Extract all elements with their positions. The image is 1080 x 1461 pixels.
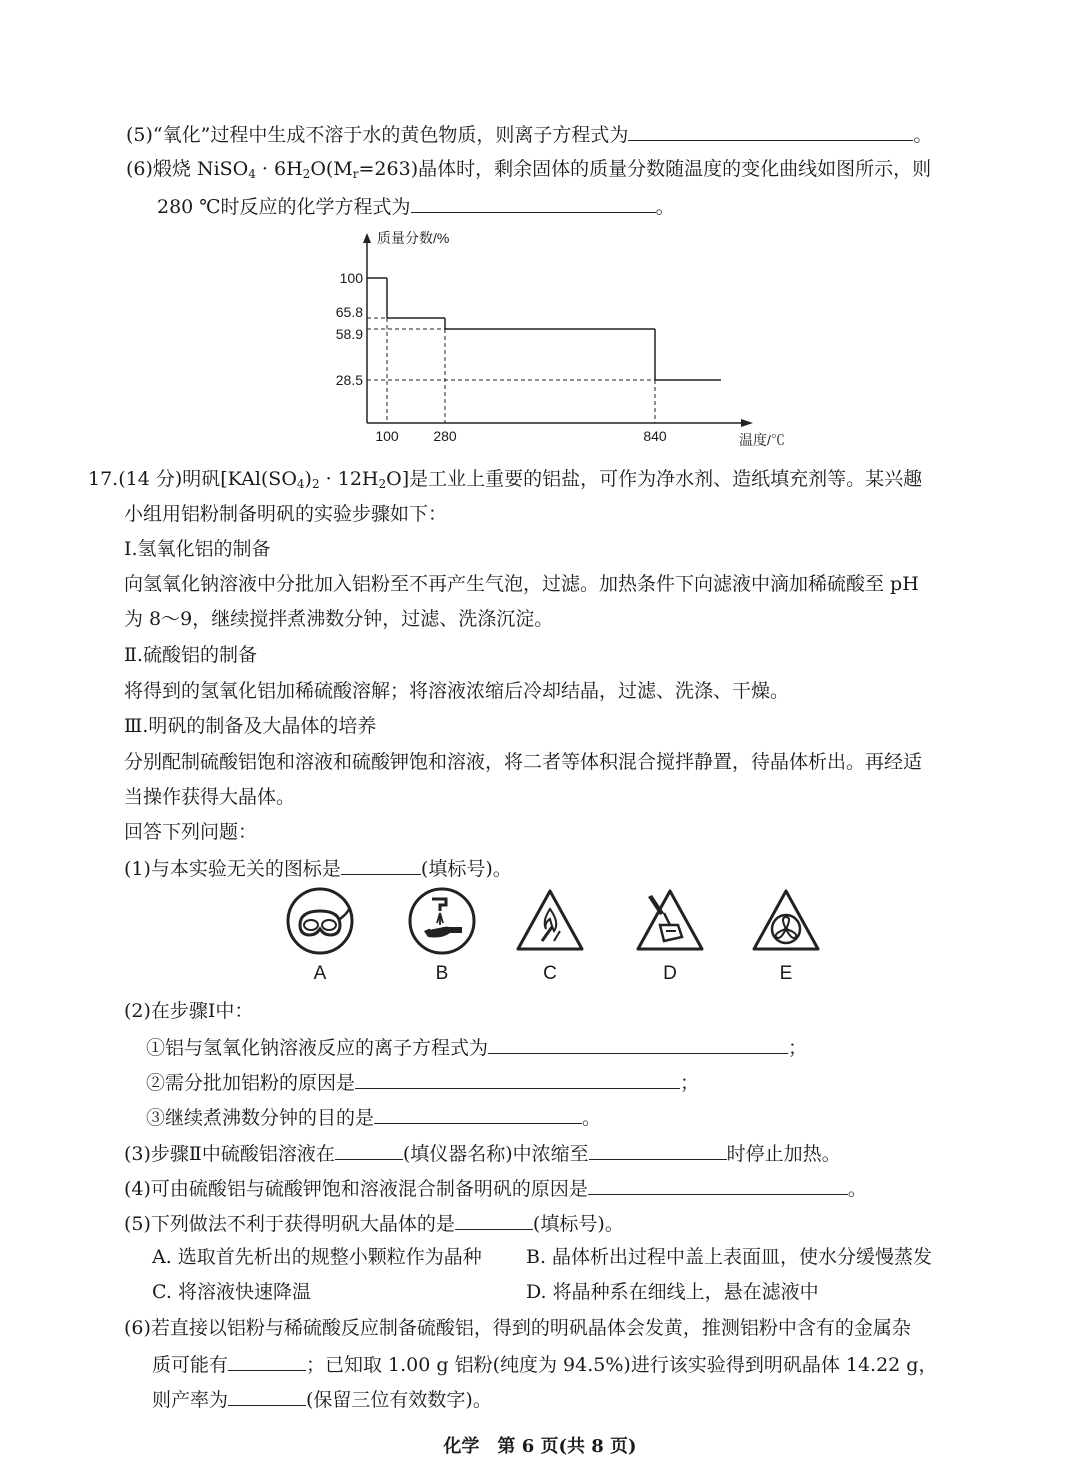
y-tick-label: 58.9 — [335, 326, 363, 342]
y-axis-label: 质量分数/% — [377, 230, 450, 246]
step3-text-2: 当操作获得大晶体。 — [124, 786, 296, 808]
q17-part5: (5)下列做法不利于获得明矾大晶体的是 (填标号)。 — [124, 1209, 624, 1237]
q17-part6-line2: 质可能有 ；已知取 1.00 g 铝粉(纯度为 94.5%)进行该实验得到明矾晶体 14.22 g， — [152, 1350, 937, 1378]
x-axis-arrow — [741, 419, 753, 427]
y-tick-label: 100 — [339, 270, 363, 286]
q17-part4: (4)可由硫酸铝与硫酸钾饱和溶液混合制备明矾的原因是 。 — [124, 1174, 867, 1202]
icon-option-a: A — [284, 885, 356, 985]
q17-intro-line2: 小组用铝粉制备明矾的实验步骤如下： — [124, 503, 448, 525]
safety-icons — [280, 885, 820, 985]
step1-text-2: 为 8～9，继续搅拌煮沸数分钟，过滤、洗涤沉淀。 — [124, 608, 554, 630]
answer-blank[interactable] — [228, 1350, 306, 1371]
y-axis-arrow — [363, 233, 371, 243]
answer-blank[interactable] — [488, 1033, 788, 1054]
answer-blank[interactable] — [588, 1174, 848, 1195]
answer-blank[interactable] — [374, 1103, 582, 1124]
answer-blank[interactable] — [455, 1209, 533, 1230]
step2-title: Ⅱ.硫酸铝的制备 — [124, 644, 257, 666]
step3-text-1: 分别配制硫酸铝饱和溶液和硫酸钾饱和溶液，将二者等体积混合搅拌静置，待晶体析出。再经适 — [124, 751, 923, 773]
q17-part3: (3)步骤Ⅱ中硫酸铝溶液在 (填仪器名称)中浓缩至 时停止加热。 — [124, 1139, 841, 1167]
icon-option-c: C — [514, 885, 586, 985]
answer-blank[interactable] — [228, 1385, 306, 1406]
answer-blank[interactable] — [355, 1068, 680, 1089]
y-tick-label: 28.5 — [335, 372, 363, 388]
q17-part2-2: ②需分批加铝粉的原因是 ； — [146, 1068, 699, 1096]
q16-part6-line2: 280 ℃时反应的化学方程式为 。 — [157, 192, 675, 220]
answer-blank[interactable] — [411, 192, 656, 213]
answer-blank[interactable] — [341, 854, 421, 875]
x-tick-label: 280 — [433, 428, 457, 444]
q16-part5: (5)“氧化”过程中生成不溶于水的黄色物质，则离子方程式为 。 — [126, 120, 932, 148]
icon-option-b: B — [406, 885, 478, 985]
flame-icon — [514, 885, 586, 957]
option-b: B. 晶体析出过程中盖上表面皿，使水分缓慢蒸发 — [526, 1246, 933, 1268]
option-c: C. 将溶液快速降温 — [152, 1281, 311, 1303]
option-d: D. 将晶种系在细线上，悬在滤液中 — [526, 1281, 819, 1303]
option-a: A. 选取首先析出的规整小颗粒作为晶种 — [152, 1246, 482, 1268]
q16-part6-line1: (6)煅烧 NiSO$_4$ · $6H_2O(M_r=263)$晶体时，剩余固体的质量分数随温度的变化曲线如图所示，则 — [126, 158, 932, 181]
goggles-icon — [284, 885, 356, 957]
page-footer: 化学 第 6 页(共 8 页) — [443, 1436, 637, 1457]
q17-part6-line3: 则产率为 (保留三位有效数字)。 — [152, 1385, 492, 1413]
mass-fraction-chart — [325, 225, 785, 455]
x-tick-label: 840 — [643, 428, 667, 444]
step3-title: Ⅲ.明矾的制备及大晶体的培养 — [124, 715, 377, 737]
step1-text-1: 向氢氧化钠溶液中分批加入铝粉至不再产生气泡，过滤。加热条件下向滤液中滴加稀硫酸至 pH — [124, 573, 919, 595]
x-tick-label: 100 — [375, 428, 399, 444]
y-tick-label: 65.8 — [335, 304, 363, 320]
icon-option-d: D — [634, 885, 706, 985]
q17-part2-1: ①铝与氢氧化钠溶液反应的离子方程式为 ； — [146, 1033, 807, 1061]
answer-prompt: 回答下列问题： — [124, 821, 258, 843]
q17-part1: (1)与本实验无关的图标是 (填标号)。 — [124, 854, 512, 882]
q17-intro-line1: 17.(14 分)明矾$[KAl(SO_4)_2 \cdot 12H_2O]$是工业上重要的铝盐，可作为净水剂、造纸填充剂等。某兴趣 — [88, 468, 923, 491]
x-axis-label: 温度/℃ — [739, 432, 785, 448]
q17-part2-3: ③继续煮沸数分钟的目的是 。 — [146, 1103, 601, 1131]
q17-part2-title: (2)在步骤Ⅰ中： — [124, 1000, 254, 1022]
answer-blank[interactable] — [628, 120, 913, 141]
answer-blank[interactable] — [589, 1139, 727, 1160]
q17-part6-line1: (6)若直接以铝粉与稀硫酸反应制备硫酸铝，得到的明矾晶体会发黄，推测铝粉中含有的金属杂 — [124, 1317, 911, 1339]
sharp-object-icon — [634, 885, 706, 957]
answer-blank[interactable] — [335, 1139, 403, 1160]
step2-text-1: 将得到的氢氧化铝加稀硫酸溶解；将溶液浓缩后冷却结晶，过滤、洗涤、干燥。 — [124, 680, 790, 702]
exhaust-fan-icon — [750, 885, 822, 957]
hand-wash-icon — [406, 885, 478, 957]
step1-title: Ⅰ.氢氧化铝的制备 — [124, 538, 271, 560]
icon-option-e: E — [750, 885, 822, 985]
